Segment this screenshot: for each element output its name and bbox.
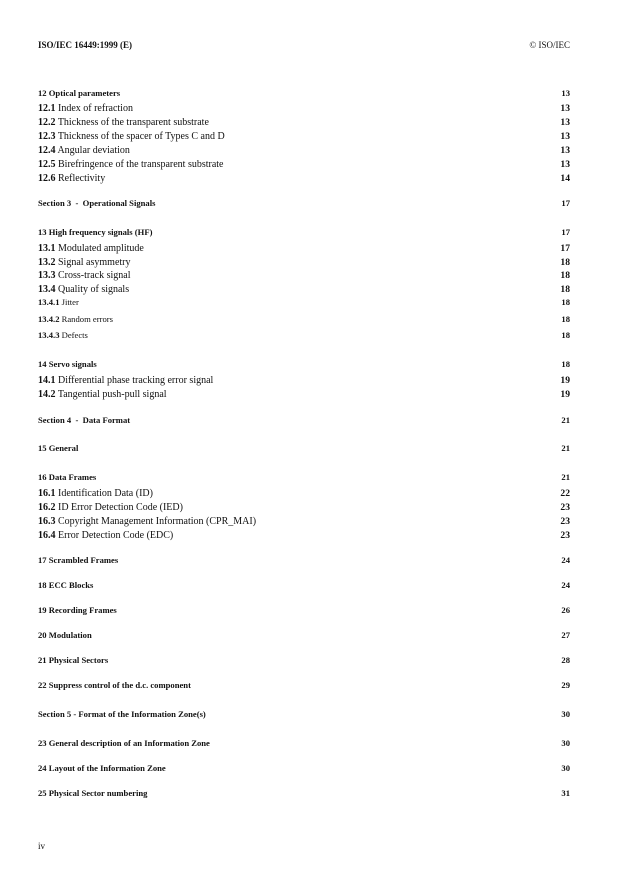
toc-entry-title [38,173,105,184]
toc-entry-title [38,488,153,499]
toc-entry-page: 13 [560,145,570,156]
toc-entry-text: Tangential push-pull signal [55,389,167,400]
toc-entry-text: 12 Optical parameters [38,88,121,98]
toc-entry-page: 18 [561,297,570,307]
toc-entry-page: 26 [561,605,570,615]
toc-entry-text: Quality of signals [55,284,130,295]
toc-entry-number: 13.4.3 [38,330,60,340]
toc-entry-text: Modulated amplitude [55,243,144,254]
toc-entry[interactable] [38,605,570,615]
toc-entry-text: Section 4 - Data Format [38,415,131,425]
toc-entry-title [38,297,79,307]
toc-entry-page: 21 [561,443,570,453]
toc-entry-number: 13.2 [38,257,56,268]
toc-entry-text: 20 Modulation [38,630,92,640]
toc-entry-title [38,709,206,719]
toc-entry[interactable] [38,530,570,541]
toc-entry-title [38,763,166,773]
toc-entry-text: 24 Layout of the Information Zone [38,763,166,773]
toc-entry-title [38,198,155,208]
toc-entry-page: 17 [561,198,570,208]
toc-entry[interactable] [38,763,570,773]
toc-entry-text: ID Error Detection Code (IED) [55,502,183,513]
toc-entry-page: 18 [560,270,570,281]
toc-entry-title [38,159,224,170]
toc-entry-page: 13 [560,131,570,142]
toc-entry-title [38,389,167,400]
toc-entry[interactable] [38,502,570,513]
toc-entry-text: Angular deviation [55,145,130,156]
toc-entry[interactable] [38,359,570,369]
toc-entry-title [38,145,130,156]
toc-entry-text: Copyright Management Information (CPR_MAI) [55,516,257,527]
toc-entry[interactable] [38,443,570,453]
toc-entry-page: 13 [560,117,570,128]
toc-entry-page: 30 [561,763,570,773]
toc-entry-number: 16.4 [38,530,56,541]
toc-entry-title [38,555,118,565]
toc-entry-page: 14 [560,173,570,184]
toc-entry-number: 13.4.2 [38,314,60,324]
toc-entry-number: 14.1 [38,375,56,386]
toc-entry[interactable] [38,709,570,719]
toc-entry-page: 13 [561,88,570,98]
toc-entry-page: 13 [560,159,570,170]
toc-entry-page: 30 [561,709,570,719]
toc-entry[interactable] [38,375,570,386]
toc-entry-page: 18 [560,284,570,295]
toc-entry-text: 13 High frequency signals (HF) [38,227,153,237]
toc-entry[interactable] [38,738,570,748]
toc-entry[interactable] [38,630,570,640]
toc-entry[interactable] [38,270,570,281]
toc-entry-title [38,284,129,295]
toc-entry-title [38,516,256,527]
toc-entry-number: 14.2 [38,389,56,400]
toc-entry-text: Defects [59,330,88,340]
toc-entry-title [38,243,144,254]
toc-entry-number: 16.3 [38,516,56,527]
toc-entry-text: 22 Suppress control of the d.c. component [38,680,191,690]
toc-entry-title [38,738,210,748]
toc-entry-number: 12.5 [38,159,56,170]
toc-entry-title [38,680,191,690]
toc-entry-text: Reflectivity [55,173,106,184]
toc-entry-title [38,117,209,128]
toc-entry-page: 17 [561,227,570,237]
toc-entry-number: 12.2 [38,117,56,128]
toc-entry-page: 28 [561,655,570,665]
toc-entry-text: Birefringence of the transparent substrate [55,159,224,170]
toc-entry-number: 12.6 [38,173,56,184]
toc-entry-page: 17 [560,243,570,254]
toc-entry-page: 19 [560,375,570,386]
toc-entry-number: 13.1 [38,243,56,254]
toc-entry-text: 17 Scrambled Frames [38,555,119,565]
toc-entry-title [38,605,117,615]
toc-entry-number: 12.3 [38,131,56,142]
toc-entry-page: 23 [560,502,570,513]
toc-entry-title [38,270,131,281]
toc-entry-text: Identification Data (ID) [55,488,153,499]
toc-entry-page: 24 [561,580,570,590]
toc-entry[interactable] [38,198,570,208]
copyright-label: © ISO/IEC [529,40,570,50]
toc-entry[interactable] [38,117,570,128]
toc-entry-text: Section 5 - Format of the Information Zone(s) [38,709,206,719]
toc-entry[interactable] [38,680,570,690]
toc-entry-text: Differential phase tracking error signal [55,375,214,386]
toc-entry-title [38,314,113,324]
toc-entry-title [38,330,88,340]
toc-entry-title [38,630,92,640]
toc-entry-title [38,131,225,142]
toc-entry-number: 12.4 [38,145,56,156]
toc-entry[interactable] [38,788,570,798]
toc-entry-text: 23 General description of an Information Zone [38,738,210,748]
toc-entry-number: 13.4.1 [38,297,60,307]
toc-entry[interactable] [38,488,570,499]
toc-entry-page: 30 [561,738,570,748]
toc-entry-title [38,103,133,114]
toc-entry[interactable] [38,88,570,98]
toc-entry[interactable] [38,131,570,142]
toc-entry-title [38,788,147,798]
toc-entry-page: 29 [561,680,570,690]
toc-entry-page: 31 [561,788,570,798]
toc-entry-title [38,359,97,369]
toc-entry-title [38,257,131,268]
toc-entry[interactable] [38,257,570,268]
toc-entry-title [38,580,93,590]
toc-entry-number: 13.4 [38,284,56,295]
toc-entry-number: 13.3 [38,270,56,281]
toc-entry-text: 19 Recording Frames [38,605,117,615]
toc-entry-page: 13 [560,103,570,114]
toc-entry-page: 18 [561,314,570,324]
toc-entry[interactable] [38,103,570,114]
toc-entry-text: 18 ECC Blocks [38,580,94,590]
toc-entry-title [38,655,108,665]
toc-entry-page: 19 [560,389,570,400]
toc-entry[interactable] [38,145,570,156]
toc-entry-text: Cross-track signal [55,270,131,281]
toc-entry-text: 21 Physical Sectors [38,655,109,665]
toc-entry[interactable] [38,243,570,254]
toc-entry-title [38,502,183,513]
toc-entry-text: 14 Servo signals [38,359,97,369]
document-id: ISO/IEC 16449:1999 (E) [38,40,133,50]
toc-entry[interactable] [38,555,570,565]
toc-entry-text: 16 Data Frames [38,472,97,482]
toc-entry-page: 23 [560,530,570,541]
toc-entry-text: Signal asymmetry [55,257,131,268]
toc-entry-text: 15 General [38,443,79,453]
toc-entry-title [38,227,152,237]
toc-entry[interactable] [38,284,570,295]
toc-entry[interactable] [38,173,570,184]
toc-entry[interactable] [38,159,570,170]
toc-entry-number: 12.1 [38,103,56,114]
toc-entry-title [38,530,173,541]
toc-entry-title [38,443,78,453]
toc-entry[interactable] [38,227,570,237]
toc-entry[interactable] [38,297,570,307]
toc-entry[interactable] [38,314,570,324]
toc-entry-number: 16.1 [38,488,56,499]
toc-entry-text: Error Detection Code (EDC) [55,530,174,541]
toc-entry-text: 25 Physical Sector numbering [38,788,148,798]
toc-entry-text: Thickness of the spacer of Types C and D [55,131,225,142]
toc-entry-text: Section 3 - Operational Signals [38,198,156,208]
toc-entry-page: 27 [561,630,570,640]
toc-entry-text: Jitter [59,297,79,307]
page-number: iv [38,841,46,851]
toc-entry[interactable] [38,415,570,425]
toc-entry-page: 24 [561,555,570,565]
toc-entry-title [38,88,120,98]
toc-entry-text: Thickness of the transparent substrate [55,117,209,128]
toc-entry-page: 18 [560,257,570,268]
toc-entry[interactable] [38,655,570,665]
toc-entry-page: 21 [561,472,570,482]
toc-entry-page: 18 [561,359,570,369]
toc-entry-number: 16.2 [38,502,56,513]
toc-entry-page: 18 [561,330,570,340]
toc-entry-text: Random errors [59,314,113,324]
toc-entry-page: 23 [560,516,570,527]
toc-entry[interactable] [38,516,570,527]
toc-entry-page: 22 [560,488,570,499]
toc-entry[interactable] [38,472,570,482]
toc-entry-text: Index of refraction [55,103,133,114]
toc-entry[interactable] [38,580,570,590]
toc-entry-title [38,375,213,386]
toc-entry-title [38,472,96,482]
toc-entry-title [38,415,130,425]
toc-entry[interactable] [38,389,570,400]
toc-entry[interactable] [38,330,570,340]
toc-entry-page: 21 [561,415,570,425]
